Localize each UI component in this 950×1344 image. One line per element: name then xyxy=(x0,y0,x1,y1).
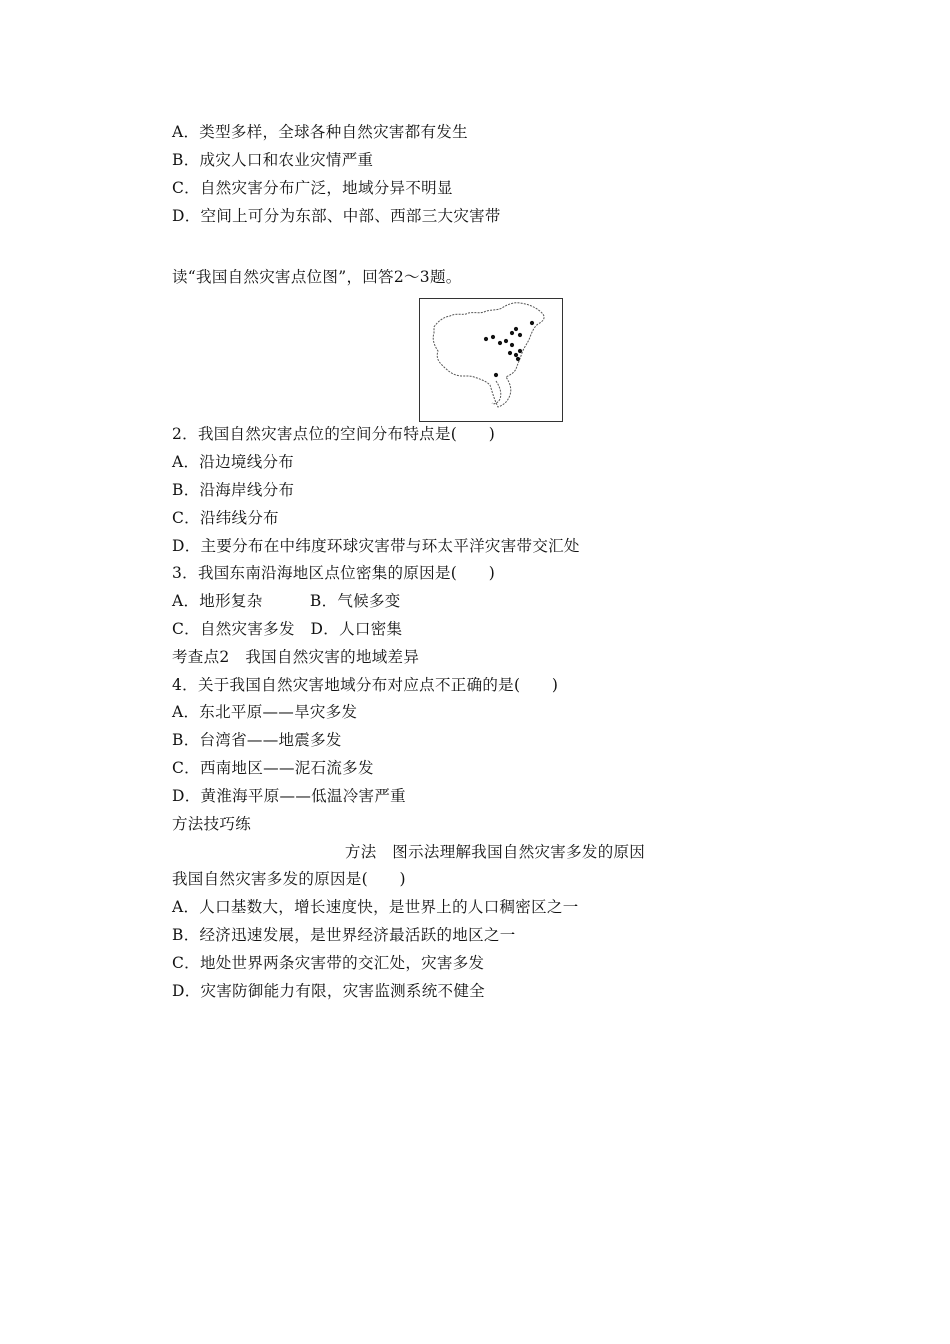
disaster-point xyxy=(504,339,508,343)
q4-option-c: C．西南地区——泥石流多发 xyxy=(172,759,374,777)
q2-option-b: B．沿海岸线分布 xyxy=(172,481,295,499)
disaster-point xyxy=(518,333,522,337)
q5-option-a: A．人口基数大，增长速度快，是世界上的人口稠密区之一 xyxy=(172,898,579,916)
q3-stem: 3．我国东南沿海地区点位密集的原因是( ) xyxy=(172,564,496,582)
q3-options-row2: C．自然灾害多发 D．人口密集 xyxy=(172,620,403,638)
q1-option-d: D．空间上可分为东部、中部、西部三大灾害带 xyxy=(172,207,501,225)
method-title: 方法 图示法理解我国自然灾害多发的原因 xyxy=(344,843,646,861)
disaster-point xyxy=(484,337,488,341)
q4-option-a: A．东北平原——旱灾多发 xyxy=(172,703,358,721)
disaster-point xyxy=(514,327,518,331)
q5-option-c: C．地处世界两条灾害带的交汇处，灾害多发 xyxy=(172,954,485,972)
q4-stem: 4．关于我国自然灾害地域分布对应点不正确的是( ) xyxy=(172,676,559,694)
china-disaster-map xyxy=(419,298,563,422)
disaster-point xyxy=(510,343,514,347)
disaster-point xyxy=(516,357,520,361)
disaster-point xyxy=(508,351,512,355)
q2-option-a: A．沿边境线分布 xyxy=(172,453,295,471)
disaster-point xyxy=(498,341,502,345)
practice-title: 方法技巧练 xyxy=(172,815,252,833)
q1-option-c: C．自然灾害分布广泛，地域分异不明显 xyxy=(172,179,453,197)
q1-option-a: A．类型多样，全球各种自然灾害都有发生 xyxy=(172,123,468,141)
disaster-point xyxy=(530,321,534,325)
q5-option-b: B．经济迅速发展，是世界经济最活跃的地区之一 xyxy=(172,926,516,944)
china-outline-map-icon xyxy=(420,299,562,421)
q4-option-d: D．黄淮海平原——低温冷害严重 xyxy=(172,787,406,805)
q2-stem: 2．我国自然灾害点位的空间分布特点是( ) xyxy=(172,425,496,443)
q3-options-row1: A．地形复杂 B．气候多变 xyxy=(172,592,401,610)
disaster-point xyxy=(518,349,522,353)
disaster-point xyxy=(494,373,498,377)
q4-option-b: B．台湾省——地震多发 xyxy=(172,731,342,749)
disaster-point xyxy=(514,353,518,357)
map-intro: 读“我国自然灾害点位图”，回答2～3题。 xyxy=(172,268,462,286)
q2-option-d: D．主要分布在中纬度环球灾害带与环太平洋灾害带交汇处 xyxy=(172,537,580,555)
section-heading: 考查点2 我国自然灾害的地域差异 xyxy=(172,648,420,666)
disaster-point xyxy=(491,335,495,339)
q2-option-c: C．沿纬线分布 xyxy=(172,509,279,527)
q5-stem: 我国自然灾害多发的原因是( ) xyxy=(172,870,406,888)
disaster-point xyxy=(510,331,514,335)
disaster-points xyxy=(484,321,534,377)
q5-option-d: D．灾害防御能力有限，灾害监测系统不健全 xyxy=(172,982,485,1000)
q1-option-b: B．成灾人口和农业灾情严重 xyxy=(172,151,374,169)
